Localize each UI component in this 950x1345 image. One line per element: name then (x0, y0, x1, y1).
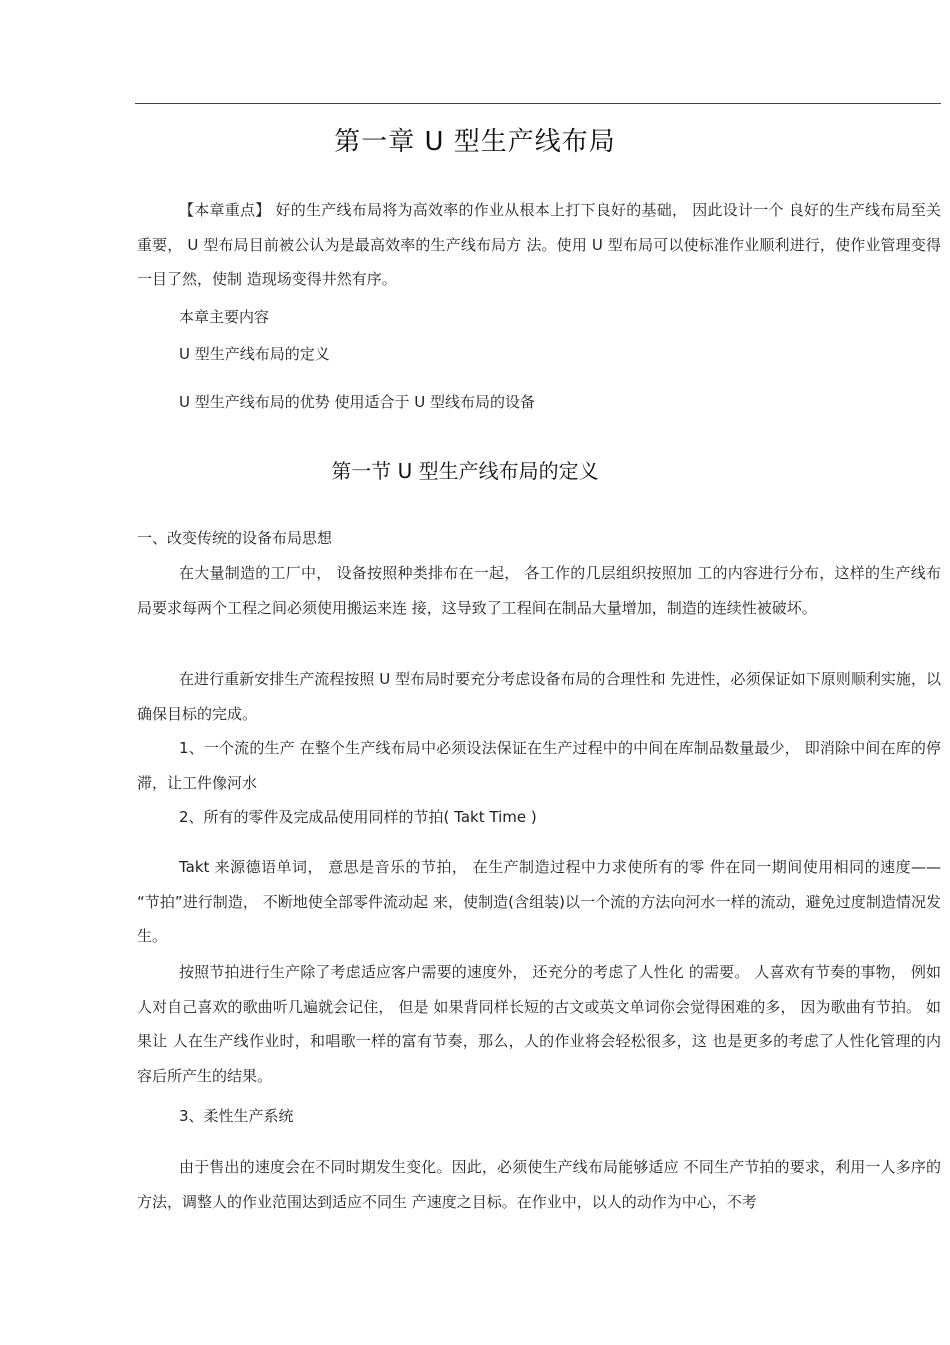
paragraph-takt-origin: Takt 来源德语单词， 意思是音乐的节拍， 在生产制造过程中力求使所有的零 件在同一期间使用相同的速度—— “节拍”进行制造， 不断地使全部零件流动起 来，使制造(含组装)以一个流的方法向河水一样的流动，避免过度制造情况发 生。 (137, 858, 941, 945)
contents-item-definition: U 型生产线布局的定义 (179, 345, 330, 363)
section-title: 第一节 U 型生产线布局的定义 (331, 459, 599, 483)
subheading-layout-thinking: 一、改变传统的设备布局思想 (137, 529, 333, 547)
paragraph-one-piece-flow: 1、一个流的生产 在整个生产线布局中必须设法保证在生产过程中的中间在库制品数量最少， 即消除中间在库的停滞，让工件像河水 (137, 739, 941, 792)
contents-item-advantages: U 型生产线布局的优势 使用适合于 U 型线布局的设备 (179, 393, 536, 411)
contents-heading: 本章主要内容 (179, 308, 270, 326)
paragraph-flexible-system: 由于售出的速度会在不同时期发生变化。因此，必须使生产线布局能够适应 不同生产节拍的要求，利用一人多序的方法，调整人的作业范围达到适应不同生 产速度之目标。在作业中，以人的动作为中心，不考 (137, 1158, 941, 1211)
paragraph-rearrangement: 在进行重新安排生产流程按照 U 型布局时要充分考虑设备布局的合理性和 先进性，必须保证如下原则顺利实施，以确保目标的完成。 (137, 670, 941, 723)
item-flexible-system-heading: 3、柔性生产系统 (179, 1107, 294, 1125)
paragraph-mass-production: 在大量制造的工厂中， 设备按照种类排布在一起， 各工作的几层组织按照加 工的内容进行分布，这样的生产线布局要求每两个工程之间必须使用搬运来连 接，这导致了工程间在制品大量增加，制造的连续性被破坏。 (137, 564, 941, 617)
chapter-title: 第一章 U 型生产线布局 (334, 127, 616, 157)
item-takt-time-heading: 2、所有的零件及完成品使用同样的节拍( Takt Time ) (179, 808, 537, 826)
paragraph-rhythm: 按照节拍进行生产除了考虑适应客户需要的速度外， 还充分的考虑了人性化 的需要。 人喜欢有节奏的事物， 例如人对自己喜欢的歌曲听几遍就会记住， 但是 如果背同样长短的古文或英文单词你会觉得困难的多， 因为歌曲有节拍。 如果让 人在生产线作业时，和唱歌一样的富有节奏，那么，人的作业将会轻松很多，这 也是更多的考虑了人性化管理的内容后所产生的结果。 (137, 963, 941, 1085)
intro-paragraph: 【本章重点】 好的生产线布局将为高效率的作业从根本上打下良好的基础， 因此设计一个 良好的生产线布局至关重要， U 型布局目前被公认为是最高效率的生产线布局方 法。使用 U 型布局可以使标准作业顺利进行，使作业管理变得一目了然，使制 造现场变得井然有序。 (137, 201, 941, 288)
header-rule (135, 103, 941, 104)
